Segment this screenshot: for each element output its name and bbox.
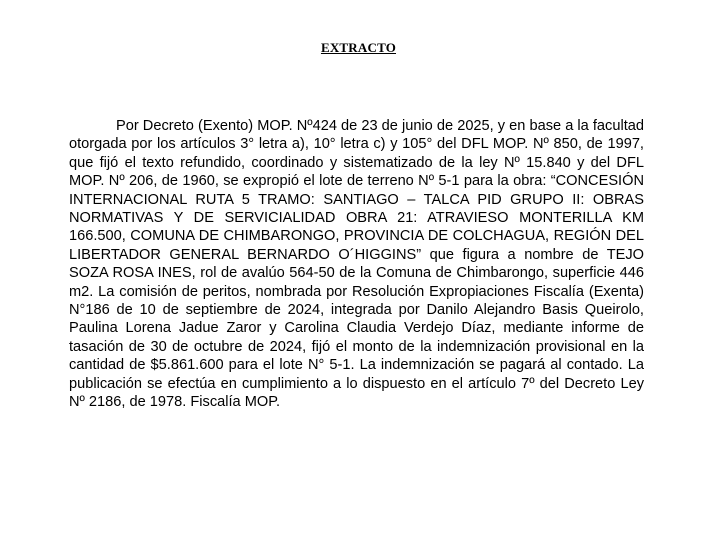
document-title: EXTRACTO bbox=[320, 40, 397, 55]
document-body-paragraph: Por Decreto (Exento) MOP. Nº424 de 23 de junio de 2025, y en base a la facultad otorgada por los artículos 3° letra a), 10° letra c) y 105° del DFL MOP. Nº 850, de 1997, que fijó el texto refundido, coordinado y sistematizado de la ley Nº 15.840 y del DFL MOP. Nº 206, de 1960, se expropió el lote de terreno Nº 5-1 para la obra: “CONCESIÓN INTERNACIONAL RUTA 5 TRAMO: SANTIAGO – TALCA PID GRUPO II: OBRAS NORMATIVAS Y DE SERVICIALIDAD OBRA 21: ATRAVIESO MONTERILLA KM 166.500, COMUNA DE CHIMBARONGO, PROVINCIA DE COLCHAGUA, REGIÓN DEL LIBERTADOR GENERAL BERNARDO O´HIGGINS” que figura a nombre de TEJO SOZA ROSA INES, rol de avalúo 564-50 de la Comuna de Chimbarongo, superficie 446 m2. La comisión de peritos, nombrada por Resolución Expropiaciones Fiscalía (Exenta) N°186 de 10 de septiembre de 2024, integrada por Danilo Alejandro Basis Queirolo, Paulina Lorena Jadue Zaror y Carolina Claudia Verdejo Díaz, mediante informe de tasación de 30 de octubre de 2024, fijó el monto de la indemnización provisional en la cantidad de $5.861.600 para el lote N° 5-1. La indemnización se pagará al contado. La publicación se efectúa en cumplimiento a lo dispuesto en el artículo 7º del Decreto Ley Nº 2186, de 1978. Fiscalía MOP. bbox=[69, 118, 644, 411]
